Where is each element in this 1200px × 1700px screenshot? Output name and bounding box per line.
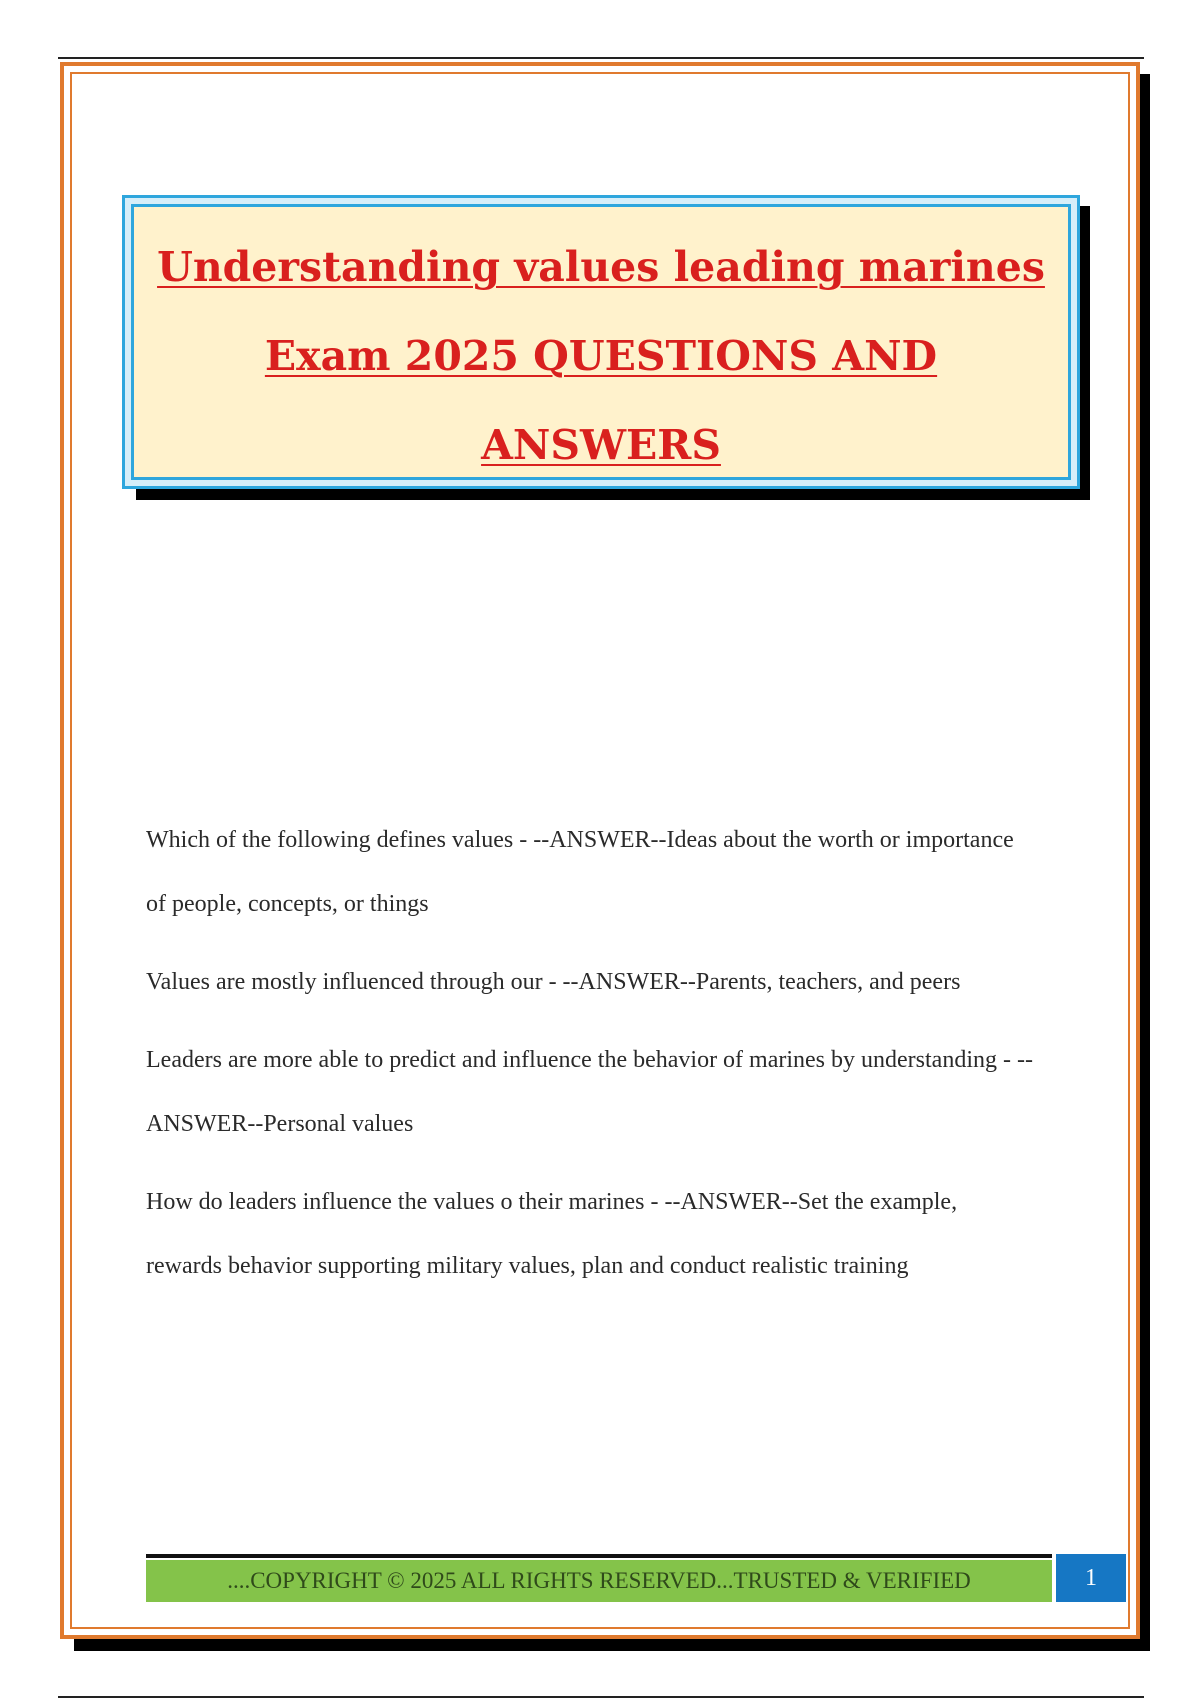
copyright-text: ....COPYRIGHT © 2025 ALL RIGHTS RESERVED...TRUSTED & VERIFIED xyxy=(227,1568,971,1593)
qa-item xyxy=(146,1170,1036,1298)
qa-answer: Personal values xyxy=(263,1111,414,1137)
footer-rule xyxy=(146,1554,1052,1558)
page-number: 1 xyxy=(1085,1564,1097,1591)
qa-list xyxy=(146,808,1036,1312)
bottom-rule xyxy=(58,1696,1144,1698)
qa-answer-separator: - --ANSWER-- xyxy=(146,1047,1033,1137)
qa-question: How do leaders influence the values o their marines xyxy=(146,1189,645,1215)
qa-answer-separator: - --ANSWER-- xyxy=(513,827,667,853)
qa-question: Leaders are more able to predict and influence the behavior of marines by understanding xyxy=(146,1047,997,1073)
title-box-inner xyxy=(131,204,1071,480)
qa-item xyxy=(146,808,1036,936)
qa-answer-separator: - --ANSWER-- xyxy=(542,969,696,995)
qa-item xyxy=(146,1028,1036,1156)
footer-bar xyxy=(146,1560,1052,1602)
document-title: Understanding values leading marines Exam 2025 QUESTIONS AND ANSWERS xyxy=(157,243,1045,469)
qa-question: Values are mostly influenced through our xyxy=(146,969,543,995)
title-box xyxy=(122,195,1080,489)
qa-answer-separator: - --ANSWER-- xyxy=(644,1189,798,1215)
top-rule xyxy=(58,57,1144,59)
qa-question: Which of the following defines values xyxy=(146,827,514,853)
qa-answer: Parents, teachers, and peers xyxy=(695,969,961,995)
qa-answer: Ideas about the worth or importance of people, concepts, or things xyxy=(146,827,1014,917)
qa-answer: Set the example, rewards behavior supporting military values, plan and conduct realistic training xyxy=(146,1189,958,1279)
page-number-box xyxy=(1056,1554,1126,1602)
qa-item xyxy=(146,950,1036,1014)
